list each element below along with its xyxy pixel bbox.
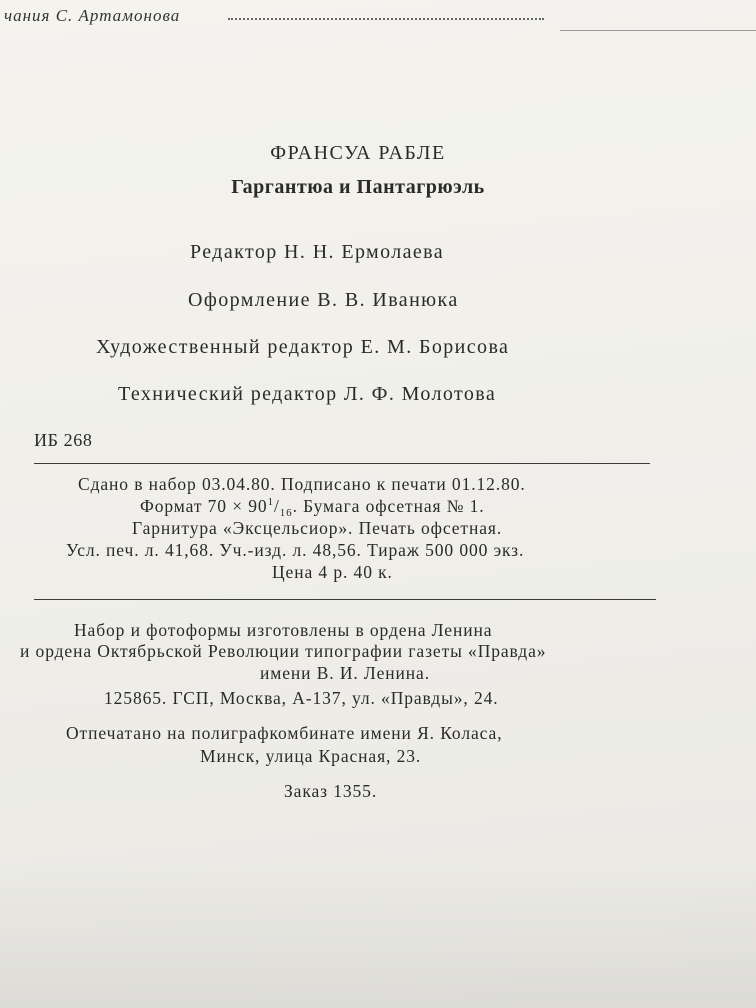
book-author: ФРАНСУА РАБЛЕ [270, 142, 446, 164]
typeset-dates: Сдано в набор 03.04.80. Подписано к печати 01.12.80. [78, 474, 526, 494]
page-shadow [0, 860, 756, 1008]
divider-bottom [34, 599, 656, 600]
credit-tech-editor: Технический редактор Л. Ф. Молотова [118, 383, 497, 405]
printed-at-line: Отпечатано на полиграфкомбинате имени Я. Коласа, [66, 723, 503, 743]
order-number: Заказ 1355. [284, 781, 378, 801]
previous-credit-line [0, 0, 756, 34]
printed-at-address: Минск, улица Красная, 23. [200, 746, 422, 766]
ib-number: ИБ 268 [34, 430, 93, 450]
format-prefix: Формат 70 × 90 [140, 496, 268, 516]
print-run-line: Усл. печ. л. 41,68. Уч.-изд. л. 48,56. Тираж 500 000 экз. [66, 540, 525, 560]
printer-line-2: и ордена Октябрьской Революции типографии газеты «Правда» [20, 641, 547, 661]
book-title: Гаргантюа и Пантагрюэль [231, 176, 485, 198]
credit-design: Оформление В. В. Иванюка [188, 289, 459, 311]
format-sup: 1 [267, 496, 274, 508]
credit-editor: Редактор Н. Н. Ермолаева [190, 241, 445, 263]
dotted-leader [228, 18, 544, 20]
printer-line-3: имени В. И. Ленина. [260, 663, 430, 683]
format-suffix: . Бумага офсетная № 1. [292, 496, 485, 516]
printer-address: 125865. ГСП, Москва, А-137, ул. «Правды», 24. [104, 688, 499, 708]
top-rule [560, 30, 756, 31]
divider-top [34, 463, 650, 464]
price-line: Цена 4 р. 40 к. [272, 562, 393, 582]
previous-credit-text: чания С. Артамонова [4, 6, 181, 25]
printer-line-1: Набор и фотоформы изготовлены в ордена Ленина [74, 620, 493, 640]
typeface-line: Гарнитура «Эксцельсиор». Печать офсетная. [132, 518, 503, 538]
credit-art-editor: Художественный редактор Е. М. Борисова [96, 336, 510, 358]
format-slash: / [273, 496, 280, 516]
format-sub: 16 [279, 507, 293, 519]
format-line [140, 496, 485, 519]
